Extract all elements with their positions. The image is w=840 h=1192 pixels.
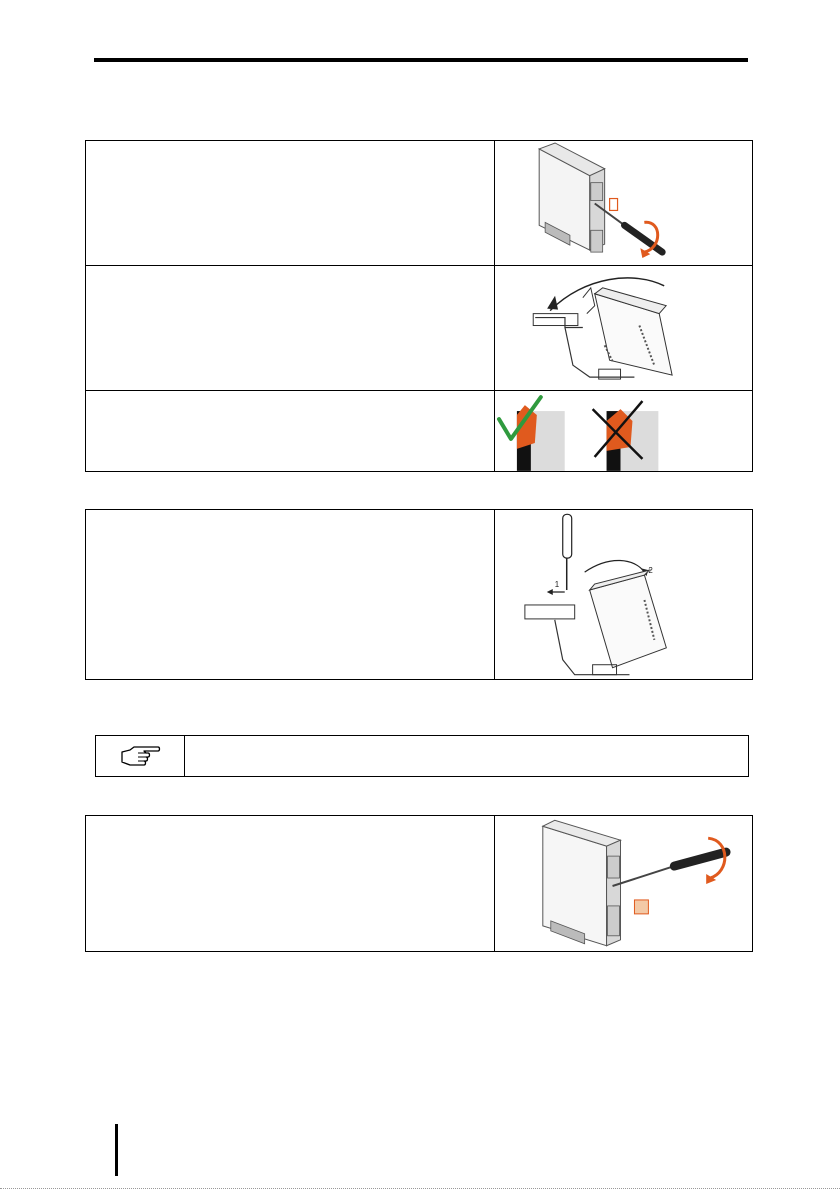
- header-rule: [94, 58, 748, 62]
- rail-mount-image: [495, 266, 752, 390]
- page-bottom-edge: [0, 1188, 840, 1189]
- mounting-steps-table: [85, 140, 753, 472]
- svg-text:2: 2: [648, 566, 653, 576]
- table-row: [86, 141, 752, 266]
- screwdriver-device-image: [495, 141, 752, 265]
- step-text-cell: [86, 816, 495, 951]
- correct-incorrect-illustration: [495, 391, 752, 471]
- dismount-image: [495, 510, 752, 679]
- table-row: [86, 391, 752, 471]
- svg-text:1: 1: [554, 580, 560, 590]
- note-text: [185, 736, 748, 776]
- note-icon-cell: [96, 736, 185, 776]
- table-row: [86, 510, 752, 679]
- dismount-illustration: [495, 510, 752, 679]
- step-text-cell: [86, 510, 495, 679]
- terminal-removal-illustration: [495, 816, 752, 951]
- note-box: [95, 735, 749, 777]
- correct-incorrect-image: [495, 391, 752, 471]
- fasten-screw-illustration: [495, 141, 752, 265]
- footer-rule: [115, 1124, 118, 1176]
- rail-mount-illustration: [495, 266, 752, 390]
- step-text-cell: [86, 266, 495, 390]
- dismount-table: [85, 509, 753, 680]
- terminal-removal-image: [495, 816, 752, 951]
- table-row: [86, 266, 752, 391]
- table-row: [86, 816, 752, 951]
- pointing-hand-icon: [118, 744, 162, 768]
- terminal-table: [85, 815, 753, 952]
- step-text-cell: [86, 141, 495, 265]
- step-text-cell: [86, 391, 495, 471]
